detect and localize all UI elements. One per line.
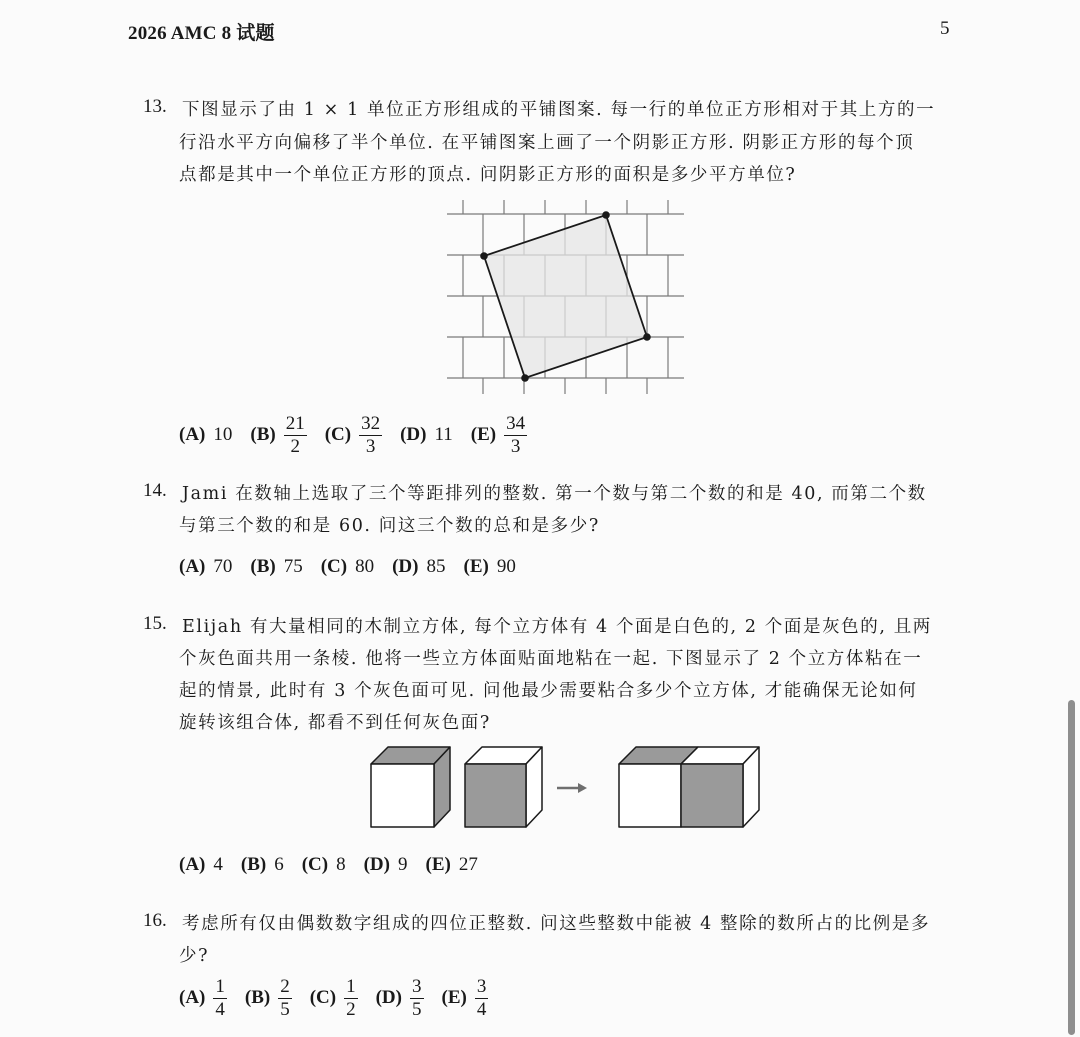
choices-13 <box>179 412 545 458</box>
shaded-square <box>484 215 647 378</box>
choice-13-e[interactable]: (E) $\frac{34}{3}$ <box>470 412 526 457</box>
vertex-dot <box>643 333 651 341</box>
choice-16-c[interactable]: (C) $\frac{1}{2}$ <box>309 975 356 1020</box>
choice-14-a[interactable]: (A) 70 <box>179 556 233 577</box>
vertex-dot <box>602 211 610 219</box>
choice-16-b[interactable]: (B) $\frac{2}{5}$ <box>244 975 290 1020</box>
cubes-diagram <box>360 740 770 835</box>
choice-16-d[interactable]: (D) $\frac{3}{5}$ <box>375 975 422 1020</box>
page-number: 5 <box>940 18 950 39</box>
choice-15-b[interactable]: (B) 6 <box>240 854 284 875</box>
choices-16 <box>179 975 506 1021</box>
cube-1-front <box>371 764 434 827</box>
choice-15-a[interactable]: (A) 4 <box>179 854 223 875</box>
question-14-line-1: Jami 在数轴上选取了三个等距排列的整数. 第一个数与第二个数的和是 40, 而第二个数 <box>182 484 927 504</box>
choice-14-d[interactable]: (D) 85 <box>392 556 446 577</box>
choice-15-c[interactable]: (C) 8 <box>301 854 346 875</box>
question-15-line-4: 旋转该组合体, 都看不到任何灰色面? <box>179 713 491 733</box>
question-15-line-2: 个灰色面共用一条棱. 他将一些立方体面贴面地粘在一起. 下图显示了 2 个立方体粘在一 <box>179 649 923 669</box>
choice-14-e[interactable]: (E) 90 <box>463 556 516 577</box>
cube-2-front <box>465 764 526 827</box>
question-15-line-1: Elijah 有大量相同的木制立方体, 每个立方体有 4 个面是白色的, 2 个面是灰色的, 且两 <box>182 617 932 637</box>
arrow-icon <box>557 783 587 793</box>
question-16-line-1: 考虑所有仅由偶数数字组成的四位正整数. 问这些整数中能被 4 整除的数所占的比例是多 <box>182 914 931 934</box>
question-14-line-2: 与第三个数的和是 60. 问这三个数的总和是多少? <box>179 516 600 536</box>
combined-front-left <box>619 764 681 827</box>
choice-15-d[interactable]: (D) 9 <box>363 854 408 875</box>
choice-13-c[interactable]: (C) $\frac{32}{3}$ <box>324 412 381 457</box>
choices-15 <box>179 854 496 876</box>
question-number-13: 13. <box>143 96 167 117</box>
combined-front-right <box>681 764 743 827</box>
question-number-16: 16. <box>143 910 167 931</box>
choice-15-e[interactable]: (E) 27 <box>425 854 478 875</box>
choice-13-b[interactable]: (B) $\frac{21}{2}$ <box>250 412 305 457</box>
vertex-dot <box>480 252 488 260</box>
choices-14 <box>179 556 534 578</box>
choice-13-d[interactable]: (D) 11 <box>400 424 453 445</box>
question-number-15: 15. <box>143 613 167 634</box>
brick-grid-diagram <box>440 195 690 400</box>
choice-16-e[interactable]: (E) $\frac{3}{4}$ <box>441 975 487 1020</box>
question-13-line-2: 行沿水平方向偏移了半个单位. 在平铺图案上画了一个阴影正方形. 阴影正方形的每个顶 <box>179 133 915 153</box>
vertex-dot <box>521 374 529 382</box>
question-16-line-2: 少? <box>179 946 210 966</box>
choice-16-a[interactable]: (A) $\frac{1}{4}$ <box>179 975 225 1020</box>
choice-14-c[interactable]: (C) 80 <box>320 556 375 577</box>
question-15-line-3: 起的情景, 此时有 3 个灰色面可见. 问他最少需要粘合多少个立方体, 才能确保无论如何 <box>179 681 918 701</box>
question-13-line-3: 点都是其中一个单位正方形的顶点. 问阴影正方形的面积是多少平方单位? <box>179 165 797 185</box>
question-number-14: 14. <box>143 480 167 501</box>
header-title: 2026 AMC 8 试题 <box>128 23 275 44</box>
choice-13-a[interactable]: (A) 10 <box>179 424 233 445</box>
scrollbar[interactable] <box>1068 700 1075 1035</box>
question-13-line-1: 下图显示了由 1 × 1 单位正方形组成的平铺图案. 每一行的单位正方形相对于其上方的一 <box>182 100 936 120</box>
choice-14-b[interactable]: (B) 75 <box>250 556 303 577</box>
